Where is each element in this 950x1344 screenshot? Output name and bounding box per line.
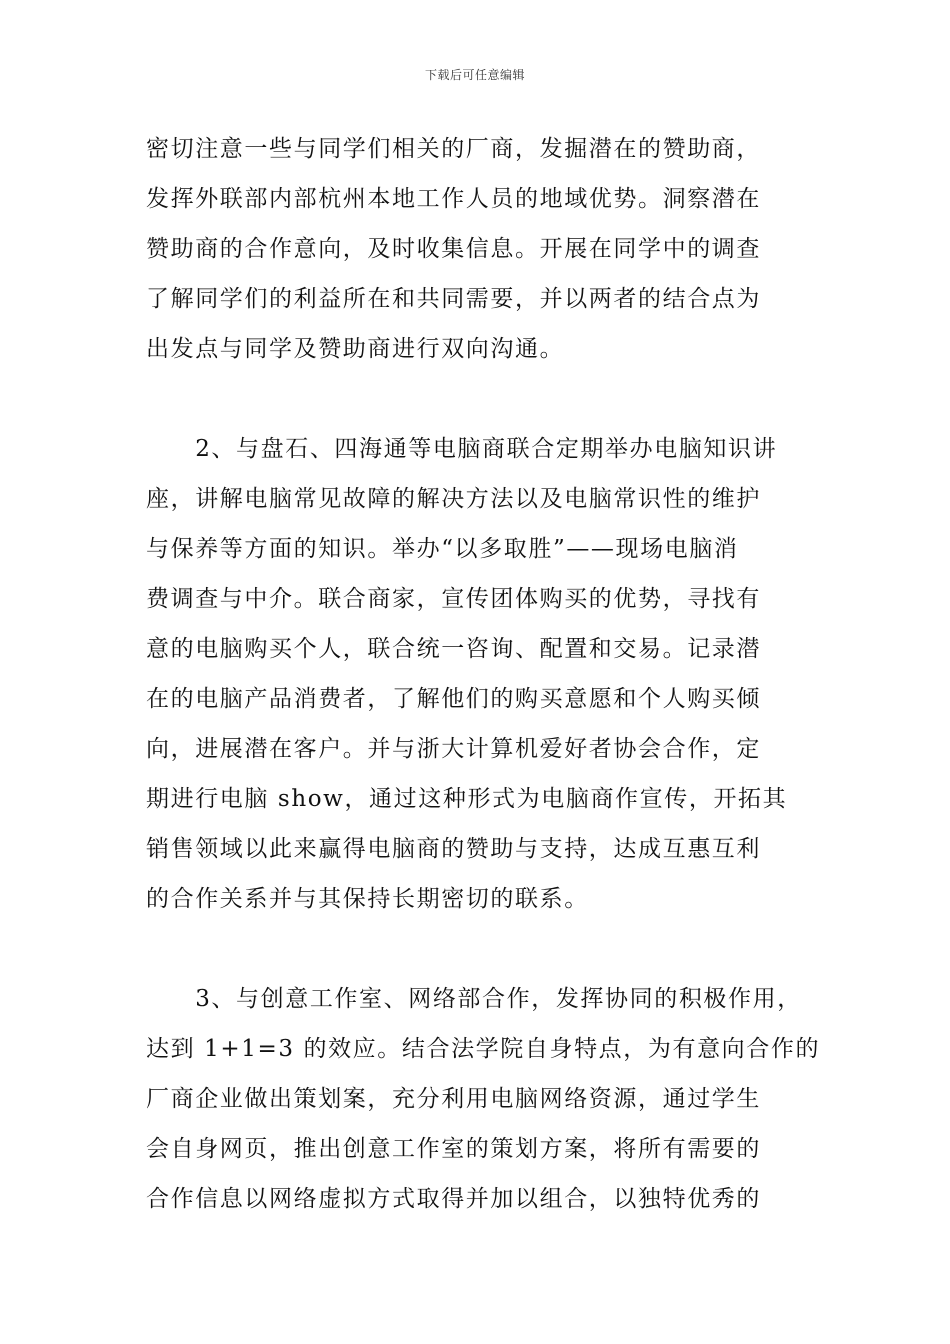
text-line: 发挥外联部内部杭州本地工作人员的地域优势。洞察潜在 <box>146 186 761 212</box>
paragraph-3 <box>146 974 821 1224</box>
text-line: 赞助商的合作意向，及时收集信息。开展在同学中的调查 <box>146 236 761 262</box>
text-line: 了解同学们的利益所在和共同需要，并以两者的结合点为 <box>146 286 761 312</box>
text-line: 合作信息以网络虚拟方式取得并加以组合，以独特优秀的 <box>146 1186 761 1212</box>
text-line: 在的电脑产品消费者，了解他们的购买意愿和个人购买倾 <box>146 686 761 712</box>
text-line: 座，讲解电脑常见故障的解决方法以及电脑常识性的维护 <box>146 486 761 512</box>
text-line: 出发点与同学及赞助商进行双向沟通。 <box>146 336 565 362</box>
text-line: 费调查与中介。联合商家，宣传团体购买的优势，寻找有 <box>146 586 761 612</box>
text-line: 期进行电脑 show，通过这种形式为电脑商作宣传，开拓其 <box>146 786 788 812</box>
text-line: 密切注意一些与同学们相关的厂商，发掘潜在的赞助商， <box>146 136 761 162</box>
text-line: 意的电脑购买个人，联合统一咨询、配置和交易。记录潜 <box>146 636 761 662</box>
text-line: 会自身网页，推出创意工作室的策划方案，将所有需要的 <box>146 1136 761 1162</box>
text-line: 销售领域以此来赢得电脑商的赞助与支持，达成互惠互利 <box>146 836 761 862</box>
text-line: 的合作关系并与其保持长期密切的联系。 <box>146 886 589 912</box>
page-header: 下载后可任意编辑 <box>424 68 525 82</box>
text-line: 厂商企业做出策划案，充分利用电脑网络资源，通过学生 <box>146 1086 761 1112</box>
text-line: 与保养等方面的知识。举办“以多取胜”——现场电脑消 <box>146 536 739 562</box>
document-body <box>146 124 821 1224</box>
paragraph-1 <box>146 124 811 374</box>
paragraph-2 <box>146 424 811 924</box>
text-line: 达到 1+1=3 的效应。结合法学院自身特点，为有意向合作的 <box>146 1036 821 1062</box>
text-line: 2、与盘石、四海通等电脑商联合定期举办电脑知识讲 <box>146 436 778 462</box>
text-line: 向，进展潜在客户。并与浙大计算机爱好者协会合作，定 <box>146 736 761 762</box>
text-line: 3、与创意工作室、网络部合作，发挥协同的积极作用， <box>146 986 802 1012</box>
